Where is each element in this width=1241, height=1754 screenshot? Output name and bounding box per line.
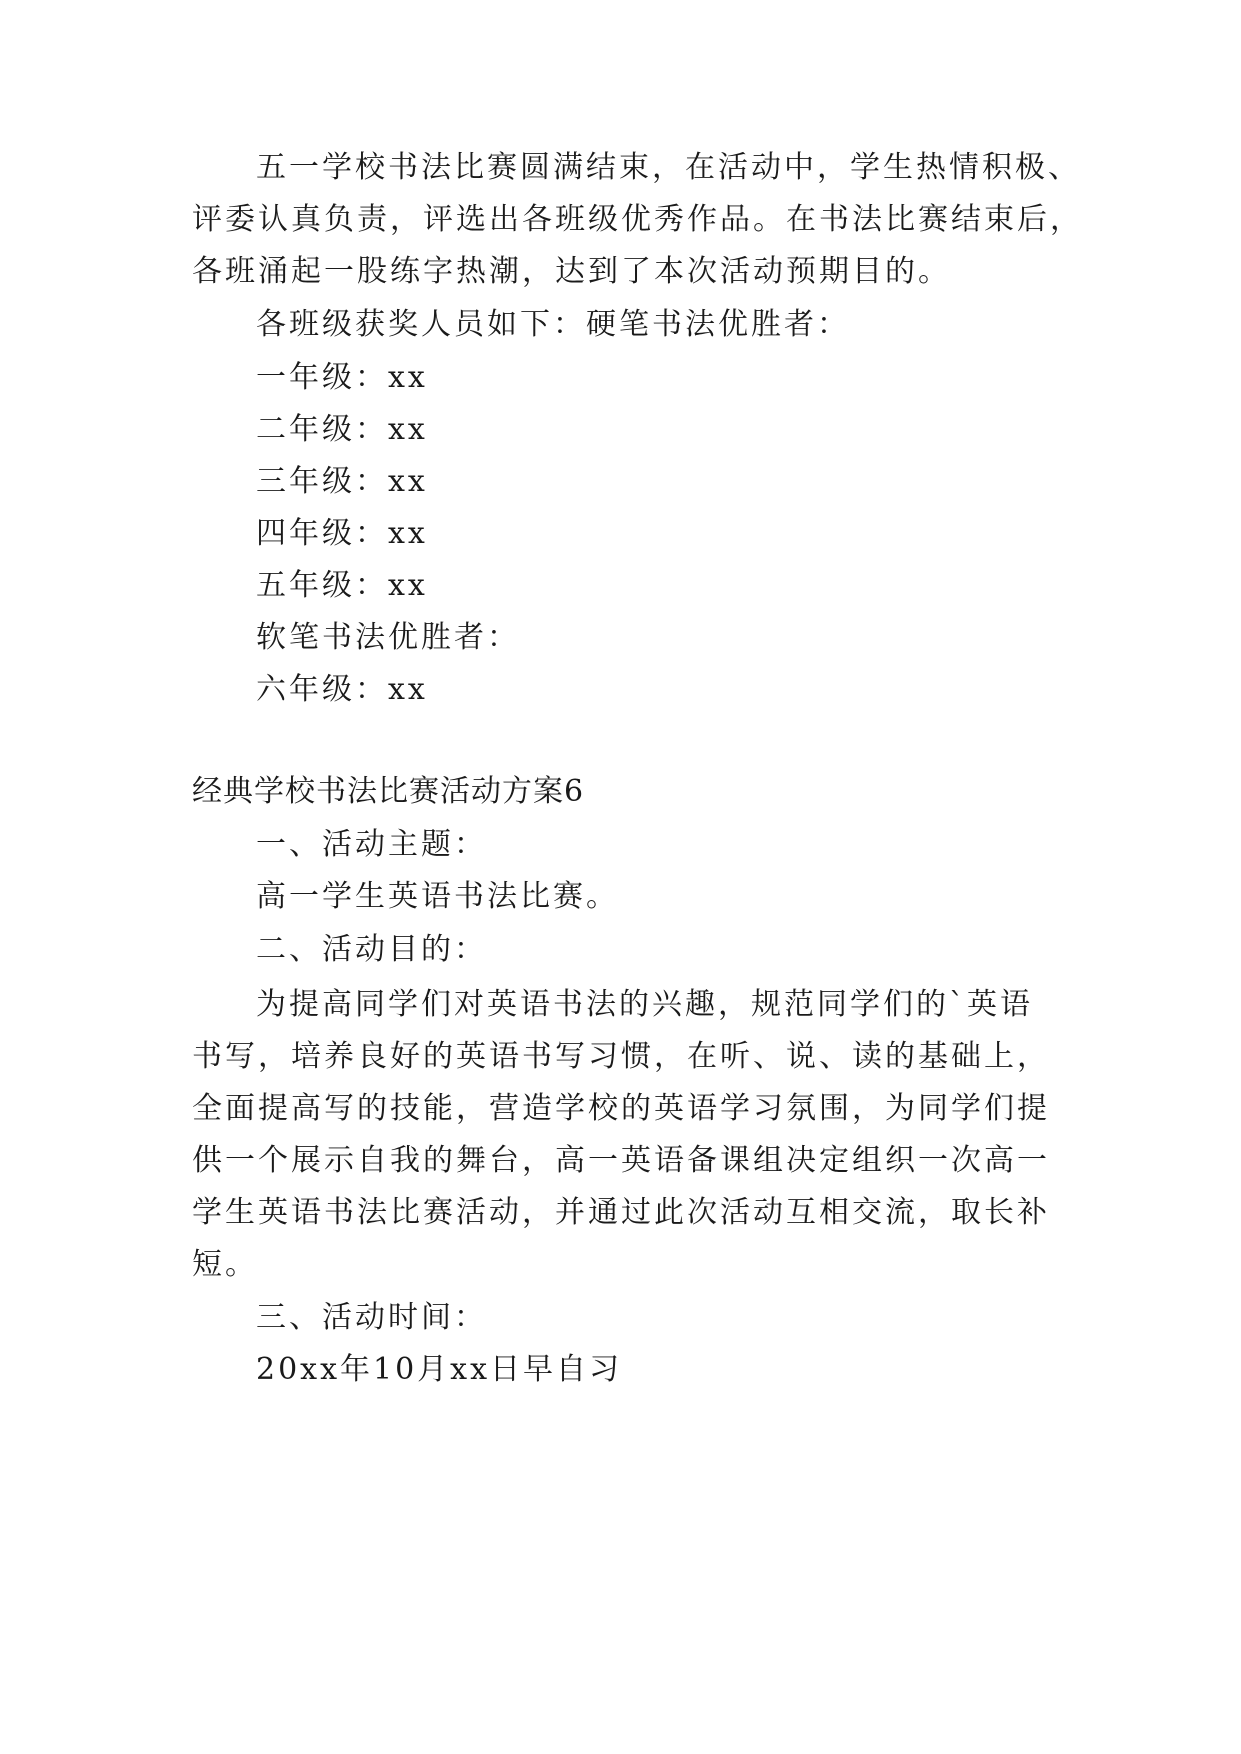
soft-pen-title: 软笔书法优胜者： bbox=[256, 620, 520, 655]
theme-text: 高一学生英语书法比赛。 bbox=[256, 879, 619, 914]
winner-line: 二年级：xx bbox=[256, 412, 428, 447]
winner-line: 五年级：xx bbox=[256, 568, 428, 603]
paragraph-line: 全面提高写的技能，营造学校的英语学习氛围，为同学们提 bbox=[192, 1091, 1050, 1126]
winner-line: 一年级：xx bbox=[256, 360, 428, 395]
winner-line: 六年级：xx bbox=[256, 672, 428, 707]
paragraph-line: 学生英语书法比赛活动，并通过此次活动互相交流，取长补 bbox=[192, 1195, 1050, 1230]
paragraph-line: 书写，培养良好的英语书写习惯，在听、说、读的基础上， bbox=[192, 1039, 1050, 1074]
time-text: 20xx年10月xx日早自习 bbox=[256, 1352, 623, 1387]
paragraph-line: 短。 bbox=[192, 1247, 258, 1282]
paragraph-line: 评委认真负责，评选出各班级优秀作品。在书法比赛结束后， bbox=[192, 202, 1083, 237]
purpose-heading: 二、活动目的： bbox=[256, 932, 487, 967]
winners-intro: 各班级获奖人员如下：硬笔书法优胜者： bbox=[256, 307, 850, 342]
paragraph-line: 五一学校书法比赛圆满结束，在活动中，学生热情积极、 bbox=[256, 150, 1081, 185]
section-title: 经典学校书法比赛活动方案6 bbox=[192, 774, 585, 809]
winner-line: 三年级：xx bbox=[256, 464, 428, 499]
winner-line: 四年级：xx bbox=[256, 516, 428, 551]
paragraph-line: 供一个展示自我的舞台，高一英语备课组决定组织一次高一 bbox=[192, 1143, 1050, 1178]
time-heading: 三、活动时间： bbox=[256, 1300, 487, 1335]
paragraph-line: 各班涌起一股练字热潮，达到了本次活动预期目的。 bbox=[192, 254, 951, 289]
theme-heading: 一、活动主题： bbox=[256, 827, 487, 862]
paragraph-line: 为提高同学们对英语书法的兴趣，规范同学们的`英语 bbox=[256, 987, 1033, 1022]
